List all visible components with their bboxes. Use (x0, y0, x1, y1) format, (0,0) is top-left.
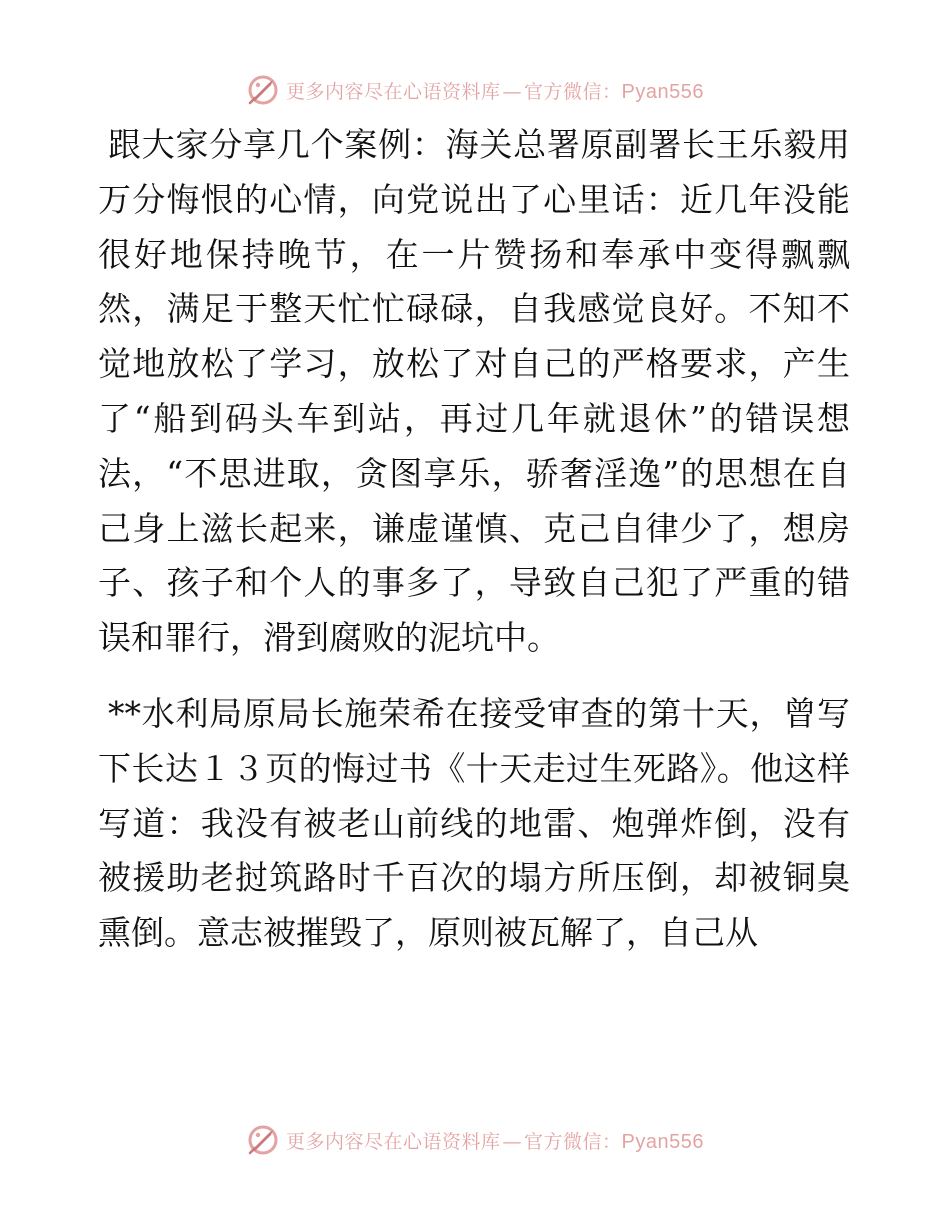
footer-wechat-account: Pyan556 (621, 1130, 704, 1153)
footer-watermark (0, 1120, 950, 1160)
header-wechat-account: Pyan556 (621, 80, 704, 103)
footer-brand-text: 更多内容尽在心语资料库 (286, 1130, 501, 1153)
quill-logo-icon (246, 1123, 280, 1157)
header-separator: — (502, 80, 523, 103)
footer-separator: — (502, 1130, 523, 1153)
footer-watermark-text (286, 1127, 704, 1154)
header-wechat-label: 官方微信： (524, 80, 622, 103)
paragraph-wang-leyi-case: 跟大家分享几个案例：海关总署原副署长王乐毅用万分悔恨的心情，向党说出了心里话：近几年没能很好地保持晚节，在一片赞扬和奉承中变得飘飘然，满足于整天忙忙碌碌，自我感觉良好。不知不觉地放松了学习，放松了对自己的严格要求，产生了“船到码头车到站，再过几年就退休”的错误想法，“不思进取，贪图享乐，骄奢淫逸”的思想在自己身上滋长起来，谦虚谨慎、克己自律少了，想房子、孩子和个人的事多了，导致自己犯了严重的错误和罪行，滑到腐败的泥坑中。 (98, 125, 850, 658)
paragraph-shi-rongxi-case: **水利局原局长施荣希在接受审查的第十天，曾写下长达１３页的悔过书《十天走过生死路》。他这样写道：我没有被老山前线的地雷、炮弹炸倒，没有被援助老挝筑路时千百次的塌方所压倒，却被铜臭熏倒。意志被摧毁了，原则被瓦解了，自己从 (98, 693, 850, 953)
header-watermark (0, 70, 950, 110)
header-brand-text: 更多内容尽在心语资料库 (286, 80, 501, 103)
footer-wechat-label: 官方微信： (524, 1130, 622, 1153)
quill-logo-icon (246, 73, 280, 107)
document-body (98, 118, 850, 961)
header-watermark-text (286, 77, 704, 104)
